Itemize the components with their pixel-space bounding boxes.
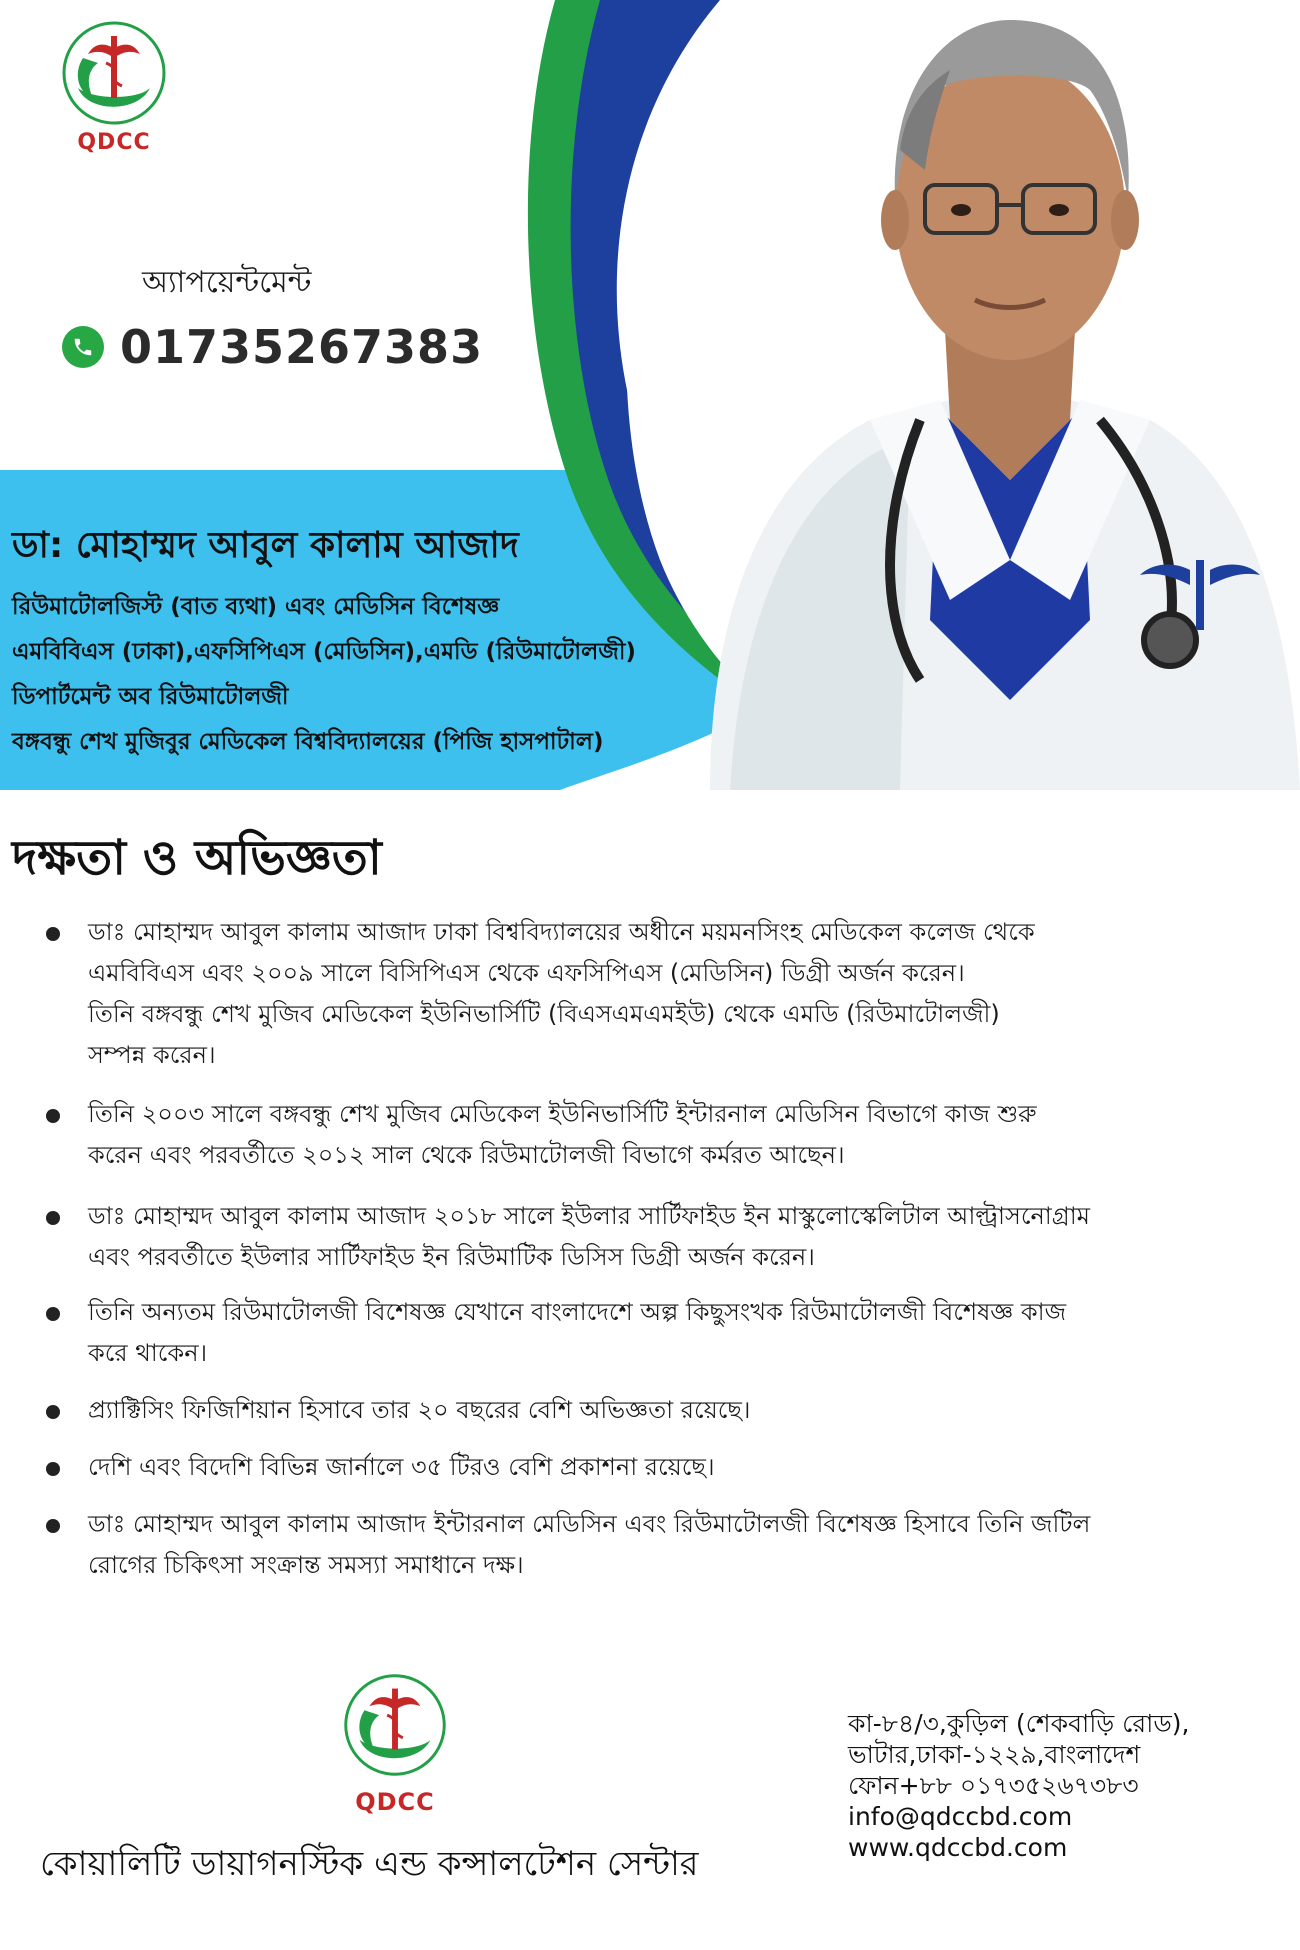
experience-line: এবং পরবর্তীতে ইউলার সার্টিফাইড ইন রিউমাটিক ডিসিস ডিগ্রী অর্জন করেন। bbox=[88, 1243, 815, 1271]
bullet-icon bbox=[46, 1211, 60, 1225]
doctor-department: ডিপার্টমেন্ট অব রিউমাটোলজী bbox=[12, 684, 289, 710]
experience-line: রোগের চিকিৎসা সংক্রান্ত সমস্যা সমাধানে দক্ষ। bbox=[88, 1551, 524, 1579]
appointment-label: অ্যাপয়েন্টমেন্ট bbox=[142, 265, 312, 300]
experience-line: তিনি বঙ্গবন্ধু শেখ মুজিব মেডিকেল ইউনিভার্সিটি (বিএসএমএমইউ) থেকে এমডি (রিউমাটোলজী) bbox=[88, 1000, 1000, 1028]
bullet-icon bbox=[46, 1462, 60, 1476]
experience-item bbox=[40, 1504, 1280, 1586]
bullet-icon bbox=[46, 927, 60, 941]
experience-item bbox=[40, 1292, 1280, 1374]
doctor-portrait bbox=[650, 0, 1300, 790]
experience-item bbox=[40, 1196, 1280, 1278]
caduceus-hand-icon bbox=[48, 18, 180, 128]
experience-line: প্র্যাক্টিসিং ফিজিশিয়ান হিসাবে তার ২০ বছরের বেশি অভিজ্ঞতা রয়েছে। bbox=[88, 1396, 751, 1424]
experience-item bbox=[40, 1390, 1280, 1431]
phone-line[interactable]: ফোন+৮৮ ০১৭৩৫২৬৭৩৮৩ bbox=[848, 1771, 1139, 1800]
experience-title: দক্ষতা ও অভিজ্ঞতা bbox=[12, 830, 382, 886]
doctor-institution: বঙ্গবন্ধু শেখ মুজিবুর মেডিকেল বিশ্ববিদ্যালয়ের (পিজি হাসপাটাল) bbox=[12, 729, 604, 755]
experience-line: এমবিবিএস এবং ২০০৯ সালে বিসিপিএস থেকে এফসিপিএস (মেডিসিন) ডিগ্রী অর্জন করেন। bbox=[88, 959, 965, 987]
website-link[interactable]: www.qdccbd.com bbox=[848, 1833, 1068, 1862]
experience-list bbox=[40, 912, 1280, 1586]
organization-name: কোয়ালিটি ডায়াগনস্টিক এন্ড কন্সালটেশন সেন্টার bbox=[40, 1844, 699, 1884]
experience-item bbox=[40, 1447, 1280, 1488]
bullet-icon bbox=[46, 1519, 60, 1533]
address-line-1: কা-৮৪/৩,কুড়িল (শেকবাড়ি রোড), bbox=[848, 1709, 1190, 1738]
experience-line: ডাঃ মোহাম্মদ আবুল কালাম আজাদ ইন্টারনাল মেডিসিন এবং রিউমাটোলজী বিশেষজ্ঞ হিসাবে তিনি জটিল bbox=[88, 1510, 1091, 1538]
experience-line: করেন এবং পরবর্তীতে ২০১২ সাল থেকে রিউমাটোলজী বিভাগে কর্মরত আছেন। bbox=[88, 1141, 845, 1169]
qdcc-logo-footer bbox=[330, 1670, 460, 1820]
qdcc-logo bbox=[48, 18, 180, 160]
bullet-icon bbox=[46, 1307, 60, 1321]
bullet-icon bbox=[46, 1109, 60, 1123]
logo-text-footer: QDCC bbox=[355, 1788, 435, 1816]
experience-line: ডাঃ মোহাম্মদ আবুল কালাম আজাদ ২০১৮ সালে ইউলার সার্টিফাইড ইন মাস্কুলোস্কেলিটাল আল্ট্রাসনোগ্রাম bbox=[88, 1202, 1091, 1230]
experience-line: সম্পন্ন করেন। bbox=[88, 1041, 216, 1069]
experience-line: তিনি অন্যতম রিউমাটোলজী বিশেষজ্ঞ যেখানে বাংলাদেশে অল্প কিছুসংখক রিউমাটোলজী বিশেষজ্ঞ কাজ bbox=[88, 1298, 1067, 1326]
experience-line: তিনি ২০০৩ সালে বঙ্গবন্ধু শেখ মুজিব মেডিকেল ইউনিভার্সিটি ইন্টারনাল মেডিসিন বিভাগে কাজ শুরু bbox=[88, 1100, 1037, 1128]
doctor-info bbox=[12, 518, 732, 768]
caduceus-hand-icon bbox=[330, 1670, 460, 1780]
bullet-icon bbox=[46, 1405, 60, 1419]
experience-line: দেশি এবং বিদেশি বিভিন্ন জার্নালে ৩৫ টিরও বেশি প্রকাশনা রয়েছে। bbox=[88, 1453, 715, 1481]
doctor-specialty: রিউমাটোলজিস্ট (বাত ব্যথা) এবং মেডিসিন বিশেষজ্ঞ bbox=[12, 594, 500, 620]
phone-icon bbox=[62, 326, 104, 368]
experience-item bbox=[40, 912, 1280, 1076]
phone-number: 01735267383 bbox=[120, 320, 484, 374]
experience-item bbox=[40, 1094, 1280, 1176]
doctor-degrees: এমবিবিএস (ঢাকা),এফসিপিএস (মেডিসিন),এমডি (রিউমাটোলজী) bbox=[12, 639, 636, 665]
experience-line: ডাঃ মোহাম্মদ আবুল কালাম আজাদ ঢাকা বিশ্ববিদ্যালয়ের অধীনে ময়মনসিংহ মেডিকেল কলেজ থেকে bbox=[88, 918, 1035, 946]
email-link[interactable]: info@qdccbd.com bbox=[848, 1802, 1073, 1831]
doctor-name: ডা: মোহাম্মদ আবুল কালাম আজাদ bbox=[12, 525, 519, 566]
address-line-2: ভাটার,ঢাকা-১২২৯,বাংলাদেশ bbox=[848, 1740, 1141, 1769]
logo-text: QDCC bbox=[77, 130, 151, 155]
experience-line: করে থাকেন। bbox=[88, 1339, 208, 1367]
appointment-phone[interactable] bbox=[62, 320, 483, 374]
address-block bbox=[848, 1708, 1189, 1863]
